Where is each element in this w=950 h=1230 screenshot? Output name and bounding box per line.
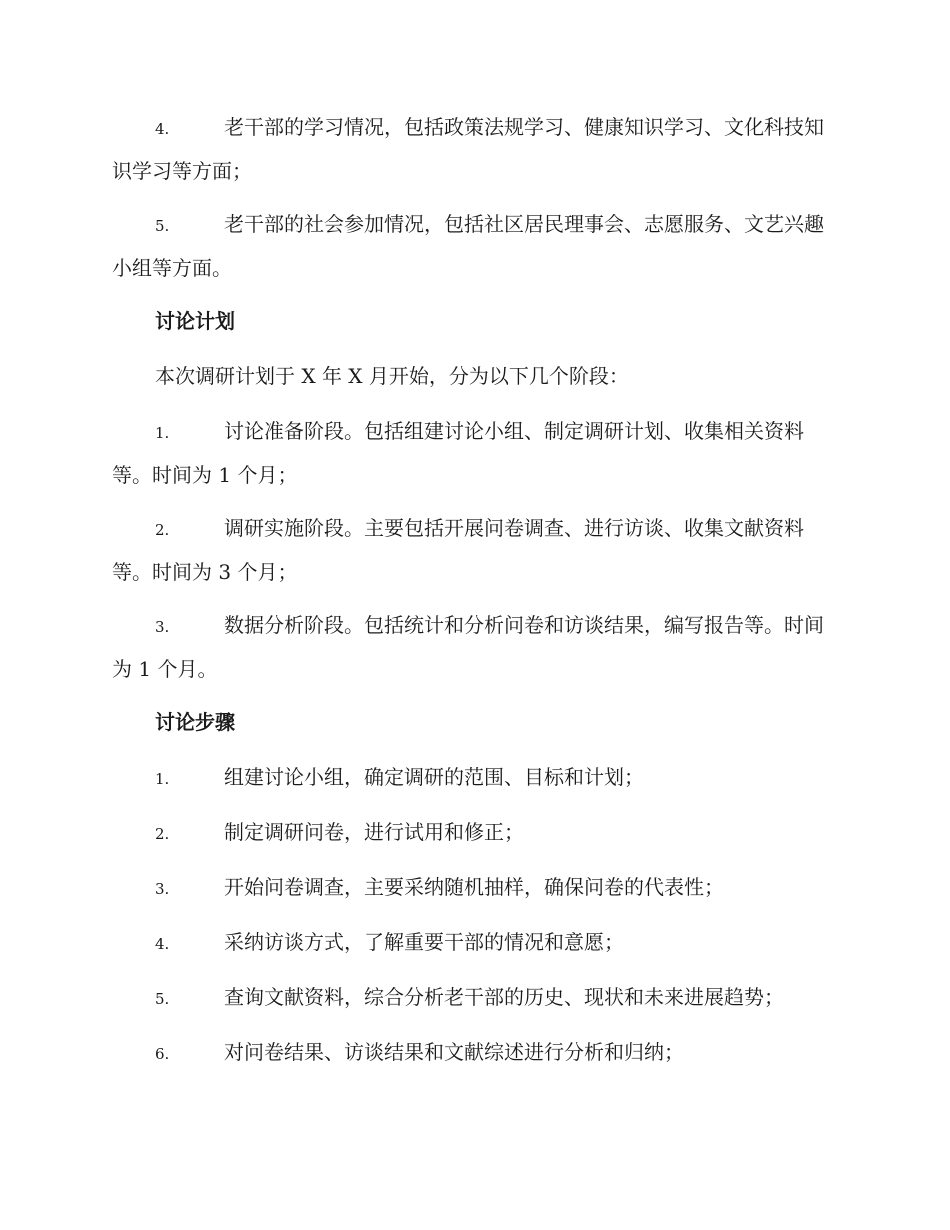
list-text: 老干部的社会参加情况，包括社区居民理事会、志愿服务、文艺兴趣小组等方面。	[112, 212, 824, 280]
list-text: 数据分析阶段。包括统计和分析问卷和访谈结果，编写报告等。时间为 1 个月。	[112, 613, 824, 681]
list-text: 老干部的学习情况，包括政策法规学习、健康知识学习、文化科技知识学习等方面；	[112, 115, 824, 183]
section-heading-plan: 讨论计划	[155, 309, 235, 333]
list-item	[112, 410, 834, 496]
list-number: 4.	[155, 935, 170, 953]
list-number: 5.	[155, 217, 170, 235]
list-text: 查询文献资料，综合分析老干部的历史、现状和未来进展趋势；	[224, 985, 784, 1009]
list-number: 3.	[155, 618, 170, 636]
list-item	[112, 866, 834, 910]
list-number: 3.	[155, 880, 170, 898]
list-text: 制定调研问卷，进行试用和修正；	[224, 820, 524, 844]
list-item	[112, 106, 834, 192]
list-item	[112, 1031, 834, 1075]
list-text: 调研实施阶段。主要包括开展问卷调查、进行访谈、收集文献资料等。时间为 3 个月；	[112, 516, 804, 584]
section-heading-steps: 讨论步骤	[155, 710, 235, 734]
list-text: 讨论准备阶段。包括组建讨论小组、制定调研计划、收集相关资料等。时间为 1 个月；	[112, 419, 804, 487]
plan-intro: 本次调研计划于 X 年 X 月开始，分为以下几个阶段：	[155, 364, 629, 388]
list-number: 2.	[155, 825, 170, 843]
list-number: 5.	[155, 990, 170, 1008]
list-item	[112, 507, 834, 593]
list-item	[112, 811, 834, 855]
list-number: 2.	[155, 521, 170, 539]
list-item	[112, 604, 834, 690]
list-item	[112, 976, 834, 1020]
list-item	[112, 756, 834, 800]
list-number: 6.	[155, 1045, 170, 1063]
list-text: 开始问卷调查，主要采纳随机抽样，确保问卷的代表性；	[224, 875, 724, 899]
list-number: 1.	[155, 770, 170, 788]
list-item	[112, 921, 834, 965]
list-item	[112, 203, 834, 289]
list-text: 组建讨论小组，确定调研的范围、目标和计划；	[224, 765, 644, 789]
list-number: 1.	[155, 424, 170, 442]
list-text: 采纳访谈方式，了解重要干部的情况和意愿；	[224, 930, 624, 954]
list-number: 4.	[155, 120, 170, 138]
list-text: 对问卷结果、访谈结果和文献综述进行分析和归纳；	[224, 1040, 684, 1064]
